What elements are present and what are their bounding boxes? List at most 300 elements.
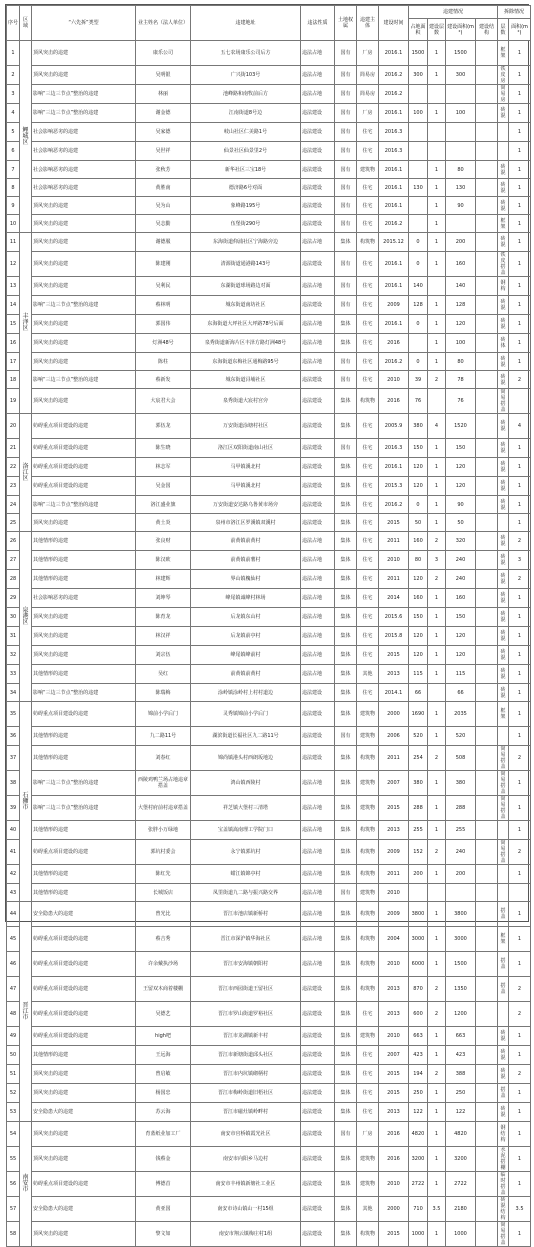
cell-time: 2016.3 <box>379 142 409 161</box>
cell-structure <box>476 161 498 179</box>
cell-land-area: 80 <box>409 551 428 570</box>
table-row <box>7 161 531 179</box>
demolition-table-sheet <box>5 4 529 1246</box>
cell-demo-floors: 铁皮房 <box>498 66 509 85</box>
cell-floors: 1 <box>428 1084 446 1103</box>
cell-address: 泉州市洛江区罗溪镇双溪村 <box>191 514 301 532</box>
cell-land: 集体 <box>335 477 357 496</box>
cell-seq: 50 <box>7 1046 20 1065</box>
cell-structure <box>476 684 498 702</box>
table-row <box>7 746 531 771</box>
cell-floors: 1 <box>428 821 446 840</box>
cell-land-area: 1000 <box>409 1222 428 1247</box>
cell-owner: 吴世祥 <box>136 142 191 161</box>
cell-seq: 14 <box>7 296 20 315</box>
cell-type: 顶风突击的违建 <box>32 215 136 233</box>
cell-nature: 违法建设 <box>301 414 335 439</box>
cell-demo-area: 2 <box>509 1002 531 1027</box>
cell-nature: 违法建设 <box>301 179 335 197</box>
cell-type: 顶风突击的违建 <box>32 646 136 665</box>
cell-demo-area: 1 <box>509 252 531 277</box>
table-row <box>7 884 531 902</box>
cell-type: 影响“三边三节点”整治的违建 <box>32 371 136 389</box>
cell-demo-floors: 简易搭盖 <box>498 1222 509 1247</box>
cell-build-area: 1520 <box>446 414 476 439</box>
cell-build-area: 423 <box>446 1046 476 1065</box>
cell-time: 2016.3 <box>379 123 409 142</box>
cell-nature: 违法建设 <box>301 1027 335 1046</box>
table-row <box>7 371 531 389</box>
cell-seq: 19 <box>7 389 20 414</box>
cell-type: 顶风突击的违建 <box>32 514 136 532</box>
cell-demo-floors: 砖混 <box>498 570 509 589</box>
cell-seq: 36 <box>7 727 20 746</box>
cell-owner: 刘春红 <box>136 746 191 771</box>
cell-address: 峰尾镇诚峰村林场 <box>191 589 301 608</box>
cell-type: 顶风突击的违建 <box>32 1065 136 1084</box>
cell-nature: 违法建设 <box>301 1084 335 1103</box>
cell-floors: 1 <box>428 927 446 952</box>
cell-address: 前黄镇前黄村 <box>191 532 301 551</box>
cell-demo-area: 1 <box>509 684 531 702</box>
cell-floors: 1 <box>428 104 446 123</box>
cell-nature: 违法建设 <box>301 1103 335 1122</box>
cell-time: 2007 <box>379 1046 409 1065</box>
cell-floors: 1 <box>428 215 446 233</box>
cell-land: 国有 <box>335 296 357 315</box>
table-row <box>7 514 531 532</box>
cell-seq: 46 <box>7 952 20 977</box>
cell-owner: 郭国伟 <box>136 315 191 334</box>
cell-land-area: 4820 <box>409 1122 428 1147</box>
cell-structure <box>476 646 498 665</box>
cell-land-area <box>409 161 428 179</box>
cell-address: 鸿山镇西陵村 <box>191 771 301 796</box>
table-row <box>7 1002 531 1027</box>
cell-seq: 41 <box>7 840 20 865</box>
cell-demo-area: 1 <box>509 458 531 477</box>
cell-build-area: 130 <box>446 179 476 197</box>
cell-land-area: 0 <box>409 315 428 334</box>
cell-owner: 锦前小学后门 <box>136 702 191 727</box>
cell-structure <box>476 665 498 684</box>
cell-demo-area: 1 <box>509 702 531 727</box>
header-type: “六先拆”类型 <box>32 6 136 41</box>
cell-land-area: 130 <box>409 179 428 197</box>
cell-land: 集体 <box>335 796 357 821</box>
cell-land: 集体 <box>335 1103 357 1122</box>
cell-time: 2016 <box>379 334 409 353</box>
cell-owner: 吴家德 <box>136 123 191 142</box>
cell-subject: 住宅 <box>357 252 379 277</box>
cell-structure <box>476 439 498 458</box>
cell-floors: 1 <box>428 514 446 532</box>
cell-type: 顶风突击的违建 <box>32 353 136 371</box>
cell-land: 集体 <box>335 1065 357 1084</box>
cell-subject: 建筑物 <box>357 727 379 746</box>
cell-structure <box>476 296 498 315</box>
cell-time: 2016.2 <box>379 85 409 104</box>
cell-demo-floors: 砖混 <box>498 353 509 371</box>
table-row <box>7 414 531 439</box>
cell-nature: 违法占地 <box>301 570 335 589</box>
cell-land-area <box>409 215 428 233</box>
cell-demo-area: 1 <box>509 796 531 821</box>
cell-time: 2016.1 <box>379 41 409 66</box>
cell-nature: 违法建设 <box>301 977 335 1002</box>
cell-nature: 违法建设 <box>301 1172 335 1197</box>
cell-demo-area: 3.5 <box>509 1197 531 1222</box>
cell-seq: 6 <box>7 142 20 161</box>
cell-seq: 43 <box>7 884 20 902</box>
cell-owner: 张胖小万绿地 <box>136 821 191 840</box>
cell-nature: 违法占地 <box>301 646 335 665</box>
cell-time: 2014.1 <box>379 684 409 702</box>
cell-structure <box>476 197 498 215</box>
cell-land-area: 150 <box>409 608 428 627</box>
header-nature: 违法性质 <box>301 6 335 41</box>
cell-demo-floors: 搭盖 <box>498 977 509 1002</box>
table-row <box>7 1222 531 1247</box>
cell-address: 南安市官桥镇霞光社区 <box>191 1122 301 1147</box>
cell-address: 伍堡街290号 <box>191 215 301 233</box>
cell-land-area: 128 <box>409 296 428 315</box>
cell-subject: 住宅 <box>357 371 379 389</box>
cell-demo-area: 1 <box>509 353 531 371</box>
cell-land: 国有 <box>335 215 357 233</box>
cell-address: 五七农场康乐公司后方 <box>191 41 301 66</box>
cell-land: 集体 <box>335 684 357 702</box>
cell-floors: 1 <box>428 796 446 821</box>
cell-structure <box>476 702 498 727</box>
cell-subject: 住宅 <box>357 142 379 161</box>
cell-address: 晋江市内坑镇砌柄村 <box>191 1065 301 1084</box>
cell-structure <box>476 66 498 85</box>
cell-land: 国有 <box>335 727 357 746</box>
cell-build-area: 150 <box>446 439 476 458</box>
cell-build-area: 4820 <box>446 1122 476 1147</box>
header-address: 违建地址 <box>191 6 301 41</box>
cell-floors: 1 <box>428 334 446 353</box>
cell-land-area <box>409 85 428 104</box>
cell-owner: 刘坤琴 <box>136 589 191 608</box>
cell-owner: 康乐公司 <box>136 41 191 66</box>
cell-type: 社会影响恶劣的违建 <box>32 179 136 197</box>
cell-demo-floors <box>498 123 509 142</box>
cell-owner: 蔡林明 <box>136 296 191 315</box>
cell-demo-floors: 简易房 <box>498 85 509 104</box>
cell-address: 江南街道8号边 <box>191 104 301 123</box>
cell-floors: 1 <box>428 353 446 371</box>
cell-address: 峰尾镇峰前村 <box>191 646 301 665</box>
cell-structure <box>476 514 498 532</box>
cell-land: 集体 <box>335 627 357 646</box>
cell-nature: 违法占地 <box>301 532 335 551</box>
cell-nature: 违法建设 <box>301 496 335 514</box>
cell-seq: 44 <box>7 902 20 927</box>
cell-land: 国有 <box>335 277 357 296</box>
cell-address: 晋江市新塘街道邱头社区 <box>191 1046 301 1065</box>
cell-type: 其他情形的违建 <box>32 665 136 684</box>
table-row <box>7 840 531 865</box>
cell-owner: 吴金国 <box>136 477 191 496</box>
cell-seq: 48 <box>7 1002 20 1027</box>
cell-demo-area: 1 <box>509 277 531 296</box>
cell-demo-floors: 砖混 <box>498 646 509 665</box>
cell-owner: 傅德首 <box>136 1172 191 1197</box>
cell-demo-floors <box>498 727 509 746</box>
cell-land: 集体 <box>335 771 357 796</box>
cell-nature: 违法建设 <box>301 439 335 458</box>
cell-seq: 33 <box>7 665 20 684</box>
cell-address: 池峰路和南牧前后方 <box>191 85 301 104</box>
cell-time: 2011 <box>379 865 409 884</box>
cell-demo-floors: 框架 <box>498 702 509 727</box>
cell-time: 2013 <box>379 977 409 1002</box>
cell-land: 国有 <box>335 41 357 66</box>
cell-floors: 2 <box>428 746 446 771</box>
cell-nature: 违法占地 <box>301 233 335 252</box>
cell-floors: 1 <box>428 771 446 796</box>
cell-address: 晋江市龙湖镇新丰村 <box>191 1027 301 1046</box>
cell-subject: 住宅 <box>357 353 379 371</box>
cell-seq: 40 <box>7 821 20 840</box>
cell-address: 泉秀街道新海片区丰泽方路灯洲48号 <box>191 334 301 353</box>
cell-land: 集体 <box>335 927 357 952</box>
cell-address: 后龙镇东山村 <box>191 608 301 627</box>
cell-build-area: 3800 <box>446 902 476 927</box>
cell-time: 2009 <box>379 296 409 315</box>
cell-address: 涂岭镇涂岭村上村村道边 <box>191 684 301 702</box>
cell-owner: 苏云海 <box>136 1103 191 1122</box>
cell-demo-area: 1 <box>509 589 531 608</box>
cell-type: 顶风突击的违建 <box>32 277 136 296</box>
cell-land: 集体 <box>335 608 357 627</box>
cell-demo-area <box>509 884 531 902</box>
cell-land: 国有 <box>335 197 357 215</box>
cell-nature: 违法占地 <box>301 41 335 66</box>
header-build-area: 建设面积(m²) <box>446 19 476 41</box>
cell-demo-area: 1 <box>509 646 531 665</box>
cell-time: 2013 <box>379 665 409 684</box>
table-row <box>7 627 531 646</box>
cell-subject: 住宅 <box>357 296 379 315</box>
cell-demo-area: 1 <box>509 627 531 646</box>
cell-time: 2015.6 <box>379 608 409 627</box>
cell-land: 国有 <box>335 252 357 277</box>
table-row <box>7 902 531 927</box>
table-row <box>7 1027 531 1046</box>
cell-floors: 1 <box>428 902 446 927</box>
cell-land-area: 39 <box>409 371 428 389</box>
cell-subject: 建筑物 <box>357 884 379 902</box>
cell-time: 2016.1 <box>379 161 409 179</box>
cell-land-area: 1500 <box>409 41 428 66</box>
cell-build-area: 240 <box>446 551 476 570</box>
cell-structure <box>476 1103 498 1122</box>
cell-land: 集体 <box>335 1027 357 1046</box>
cell-seq: 51 <box>7 1065 20 1084</box>
cell-demo-floors: 砖混 <box>498 179 509 197</box>
cell-subject: 构筑物 <box>357 746 379 771</box>
cell-subject: 住宅 <box>357 197 379 215</box>
cell-owner: 吴为山 <box>136 197 191 215</box>
cell-land: 集体 <box>335 952 357 977</box>
cell-demo-area: 1 <box>509 41 531 66</box>
cell-land: 国有 <box>335 123 357 142</box>
cell-floors <box>428 389 446 414</box>
cell-owner: 育蓝纸业加工厂 <box>136 1122 191 1147</box>
cell-build-area: 150 <box>446 608 476 627</box>
cell-structure <box>476 1084 498 1103</box>
cell-owner: 曾启敏 <box>136 1065 191 1084</box>
cell-nature: 违法占地 <box>301 315 335 334</box>
cell-build-area: 2180 <box>446 1197 476 1222</box>
cell-demo-floors: 砖混 <box>498 589 509 608</box>
cell-owner: 陈汉欧 <box>136 551 191 570</box>
cell-address: 前黄镇前薯村 <box>191 551 301 570</box>
cell-land: 集体 <box>335 414 357 439</box>
cell-time: 2016.1 <box>379 458 409 477</box>
cell-land: 集体 <box>335 1046 357 1065</box>
cell-build-area: 300 <box>446 66 476 85</box>
cell-subject: 构筑物 <box>357 821 379 840</box>
cell-owner: 长城饭店 <box>136 884 191 902</box>
cell-demo-floors: 砖混 <box>498 439 509 458</box>
cell-demo-area: 1 <box>509 496 531 514</box>
cell-demo-floors: 砖体 <box>498 334 509 353</box>
cell-seq: 17 <box>7 353 20 371</box>
cell-nature: 违法建设 <box>301 477 335 496</box>
cell-seq: 23 <box>7 477 20 496</box>
cell-demo-floors <box>498 884 509 902</box>
cell-seq: 27 <box>7 551 20 570</box>
header-land-area: 占地面积 <box>409 19 428 41</box>
cell-time: 2010 <box>379 884 409 902</box>
cell-type: 其他情形的违建 <box>32 1046 136 1065</box>
cell-type: 妨碍重点项目建设的违建 <box>32 702 136 727</box>
cell-structure <box>476 1172 498 1197</box>
cell-land-area: 870 <box>409 977 428 1002</box>
cell-structure <box>476 353 498 371</box>
district-cell: 鲤城区 <box>20 41 32 233</box>
cell-build-area: 240 <box>446 840 476 865</box>
cell-seq: 35 <box>7 702 20 727</box>
cell-land: 集体 <box>335 315 357 334</box>
cell-address: 后龙镇前亭村 <box>191 627 301 646</box>
cell-demo-floors: 砖混 <box>498 1046 509 1065</box>
cell-structure <box>476 796 498 821</box>
cell-owner: 王远海 <box>136 1046 191 1065</box>
cell-time: 2016.1 <box>379 197 409 215</box>
cell-build-area <box>446 85 476 104</box>
cell-land: 国有 <box>335 104 357 123</box>
cell-time: 2013 <box>379 821 409 840</box>
cell-land: 国有 <box>335 1122 357 1147</box>
cell-build-area: 3000 <box>446 927 476 952</box>
cell-build-area: 120 <box>446 646 476 665</box>
cell-time: 2007 <box>379 771 409 796</box>
cell-structure <box>476 1046 498 1065</box>
cell-land: 集体 <box>335 665 357 684</box>
cell-demo-area: 1 <box>509 727 531 746</box>
header-demo-area: 面积(m²) <box>509 19 531 41</box>
cell-demo-area: 1 <box>509 477 531 496</box>
cell-nature: 违法占地 <box>301 608 335 627</box>
cell-subject: 住宅 <box>357 514 379 532</box>
cell-floors <box>428 684 446 702</box>
cell-address: 凤里街道九二路与振兴路交界 <box>191 884 301 902</box>
cell-type: 顶风突击的违建 <box>32 197 136 215</box>
cell-demo-area <box>509 389 531 414</box>
table-header <box>7 6 531 41</box>
header-floors: 建设层数 <box>428 19 446 41</box>
cell-land: 集体 <box>335 1172 357 1197</box>
cell-land-area: 0 <box>409 233 428 252</box>
cell-type: 安全隐患大的违建 <box>32 1103 136 1122</box>
cell-subject: 住宅 <box>357 439 379 458</box>
cell-demo-area: 1 <box>509 1084 531 1103</box>
cell-address: 永宁镇郭坑村 <box>191 840 301 865</box>
cell-type: 顶风突击的违建 <box>32 233 136 252</box>
cell-demo-floors: 搭盖 <box>498 952 509 977</box>
table-row <box>7 389 531 414</box>
cell-owner: 郭坑村委会 <box>136 840 191 865</box>
cell-demo-area: 1 <box>509 927 531 952</box>
cell-build-area: 122 <box>446 1103 476 1122</box>
table-row <box>7 1197 531 1222</box>
cell-type: 顶风突击的违建 <box>32 315 136 334</box>
cell-floors: 1 <box>428 179 446 197</box>
cell-type: 影响“三边三节点”整治的违建 <box>32 771 136 796</box>
cell-demo-floors: 砖混 <box>498 627 509 646</box>
header-seq: 序号 <box>7 6 20 41</box>
cell-address: 锦尚镇港头村西朗坂地边 <box>191 746 301 771</box>
cell-time: 2015 <box>379 796 409 821</box>
cell-address: 晋江市罗山街道罗裕社区 <box>191 1002 301 1027</box>
cell-build-area: 128 <box>446 296 476 315</box>
cell-nature: 违法建设 <box>301 1147 335 1172</box>
demolition-table <box>6 5 531 1247</box>
cell-time: 2005.9 <box>379 414 409 439</box>
cell-demo-floors: 水泥搭棚 <box>498 1147 509 1172</box>
cell-seq: 56 <box>7 1172 20 1197</box>
cell-subject: 住宅 <box>357 1103 379 1122</box>
cell-seq: 45 <box>7 927 20 952</box>
cell-floors: 1 <box>428 496 446 514</box>
cell-demo-area: 1 <box>509 142 531 161</box>
cell-build-area: 1500 <box>446 952 476 977</box>
cell-owner: 陈生晓 <box>136 439 191 458</box>
cell-nature: 违法建设 <box>301 1065 335 1084</box>
cell-time: 2010 <box>379 371 409 389</box>
cell-build-area: 78 <box>446 371 476 389</box>
cell-address: 晋江市深沪镇华海社区 <box>191 927 301 952</box>
cell-subject: 住宅 <box>357 334 379 353</box>
cell-nature: 违法建设 <box>301 514 335 532</box>
cell-nature: 违法建设 <box>301 142 335 161</box>
table-row <box>7 952 531 977</box>
cell-nature: 违法占地 <box>301 865 335 884</box>
cell-type: 妨碍重点项目建设的违建 <box>32 414 136 439</box>
cell-build-area: 1200 <box>446 1002 476 1027</box>
cell-subject: 构筑物 <box>357 902 379 927</box>
cell-time: 2016.2 <box>379 496 409 514</box>
cell-address: 前黄镇前黄村 <box>191 665 301 684</box>
cell-time: 2015 <box>379 1065 409 1084</box>
table-row <box>7 646 531 665</box>
cell-build-area: 1000 <box>446 1222 476 1247</box>
